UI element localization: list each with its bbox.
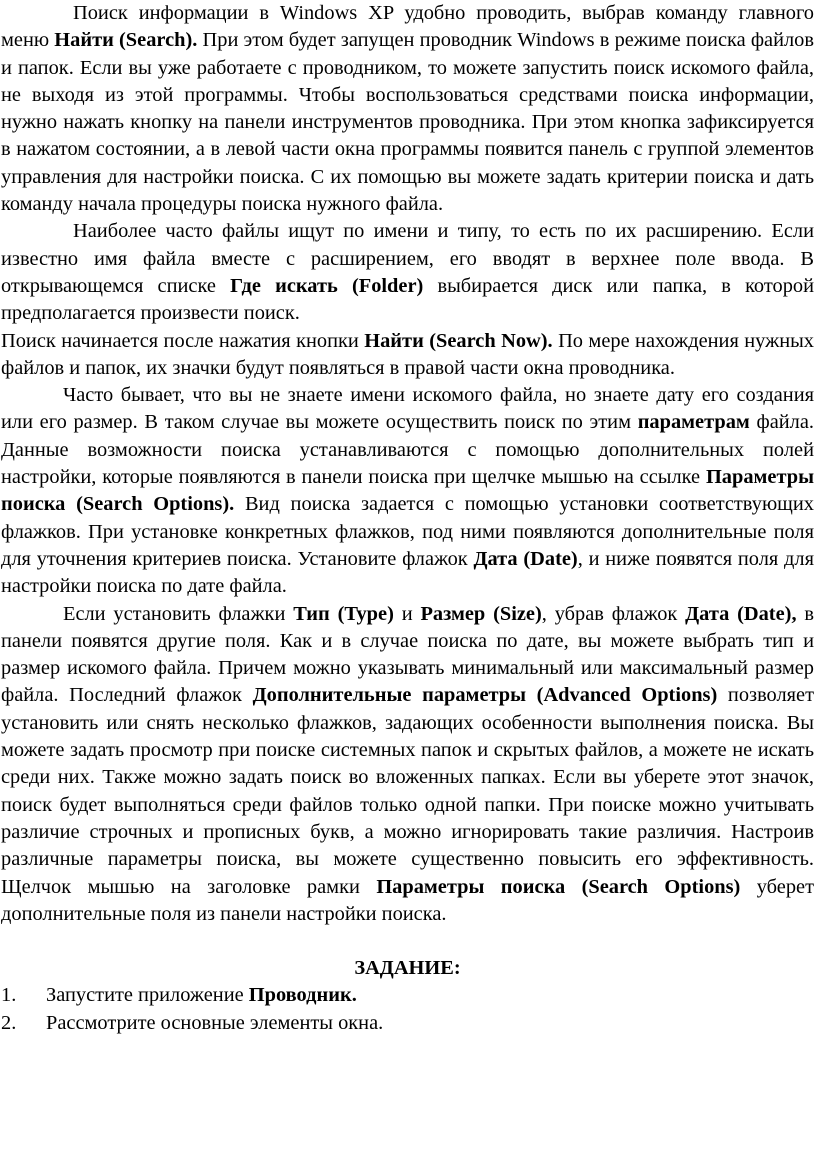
paragraph-search-options <box>1 382 814 600</box>
paragraph-name-type <box>1 218 814 327</box>
text: При этом будет запущен проводник Windows в режиме поиска файлов и папок. Если вы уже работаете с проводником, то можете запустить поиск искомого файла, не выходя из этой программы. Чтобы воспользоваться средствами поиска информации, нужно нажать кнопку на панели инструментов проводника. При этом кнопка зафиксируется в нажатом состоянии, а в левой части окна программы появится панель с группой элементов управления для настройки поиска. С их помощью вы можете задать критерии поиска и дать команду начала процедуры поиска нужного файла. <box>1 29 814 216</box>
paragraph-search-now <box>1 328 814 383</box>
task-item <box>1 1010 814 1037</box>
text: файла. Данные возможности поиска устанавливаются с помощью дополнительных полей настройки, которые появляются в панели поиска при щелчке мышью на ссылке <box>1 411 814 489</box>
term-advanced-options: Дополнительные параметры (Advanced Options) <box>252 684 718 707</box>
text: Поиск информации в Windows XP удобно проводить, выбрав команду главного меню <box>1 2 814 52</box>
text: выбирается диск или папка, в которой предполагается произвести поиск. <box>1 274 815 325</box>
task-number: 2. <box>1 1011 17 1034</box>
text: Если установить флажки <box>63 602 294 625</box>
task-text: Запустите приложение <box>46 984 249 1007</box>
task-list <box>1 982 814 1037</box>
task-text: Рассмотрите основные элементы окна. <box>46 1011 384 1034</box>
text: Часто бывает, что вы не знаете имени искомого файла, но знаете дату его создания или его размер. В таком случае вы можете осуществить поиск по этим <box>1 384 814 434</box>
text: Наиболее часто файлы ищут по имени и типу, то есть по их расширению. Если известно имя файла вместе с расширением, его вводят в верхнее поле ввода. В открывающемся списке <box>1 220 814 297</box>
text: и <box>393 602 421 625</box>
term-type: Тип (Type) <box>293 602 394 625</box>
term-size: Размер (Size) <box>420 602 542 625</box>
text: Поиск начинается после нажатия кнопки <box>1 329 365 352</box>
text: в панели появятся другие поля. Как и в случае поиска по дате, вы можете выбрать тип и размер искомого файла. Причем можно указывать минимальный или максимальный размер файла. Последний флажок <box>1 602 814 707</box>
paragraph-search-intro <box>1 0 814 218</box>
text: уберет дополнительные поля из панели настройки поиска. <box>1 875 814 925</box>
text: По мере нахождения нужных файлов и папок, их значки будут появляться в правой части окна проводника. <box>1 329 814 379</box>
task-item <box>1 982 814 1009</box>
term-folder: Где искать (Folder) <box>230 274 424 297</box>
term-search-options: Параметры поиска (Search Options) <box>376 875 741 898</box>
term-search-options: Параметры поиска (Search Options). <box>1 466 814 516</box>
term-date: Дата (Date), <box>685 602 797 625</box>
term-search-now: Найти (Search Now). <box>364 329 553 352</box>
term-date: Дата (Date) <box>473 547 578 570</box>
text: , и ниже появятся поля для настройки поиска по дате файла. <box>1 547 814 598</box>
term-parameters: параметрам <box>637 411 750 434</box>
text: , убрав флажок <box>541 602 686 625</box>
paragraph-advanced-options <box>1 601 814 929</box>
term-explorer: Проводник. <box>248 984 357 1007</box>
task-heading: ЗАДАНИЕ: <box>354 957 461 980</box>
text: Вид поиска задается с помощью установки соответствующих флажков. При установке конкретных флажков, под ними появляются дополнительные поля для уточнения критериев поиска. Установите флажок <box>1 493 814 570</box>
task-number: 1. <box>1 984 17 1007</box>
text: позволяет установить или снять несколько флажков, задающих особенности выполнения поиска. Вы можете задать просмотр при поиске системных папок и скрытых файлов, а можете не искать среди них. Также можно задать поиск во вложенных папках. Если вы уберете этот значок, поиск будет выполняться среди файлов только одной папки. При поиске можно учитывать различие строчных и прописных букв, а можно игнорировать такие различия. Настроив различные параметры поиска, вы можете существенно повысить его эффективность. Щелчок мышью на заголовке рамки <box>1 684 815 898</box>
term-find: Найти (Search). <box>54 29 198 52</box>
